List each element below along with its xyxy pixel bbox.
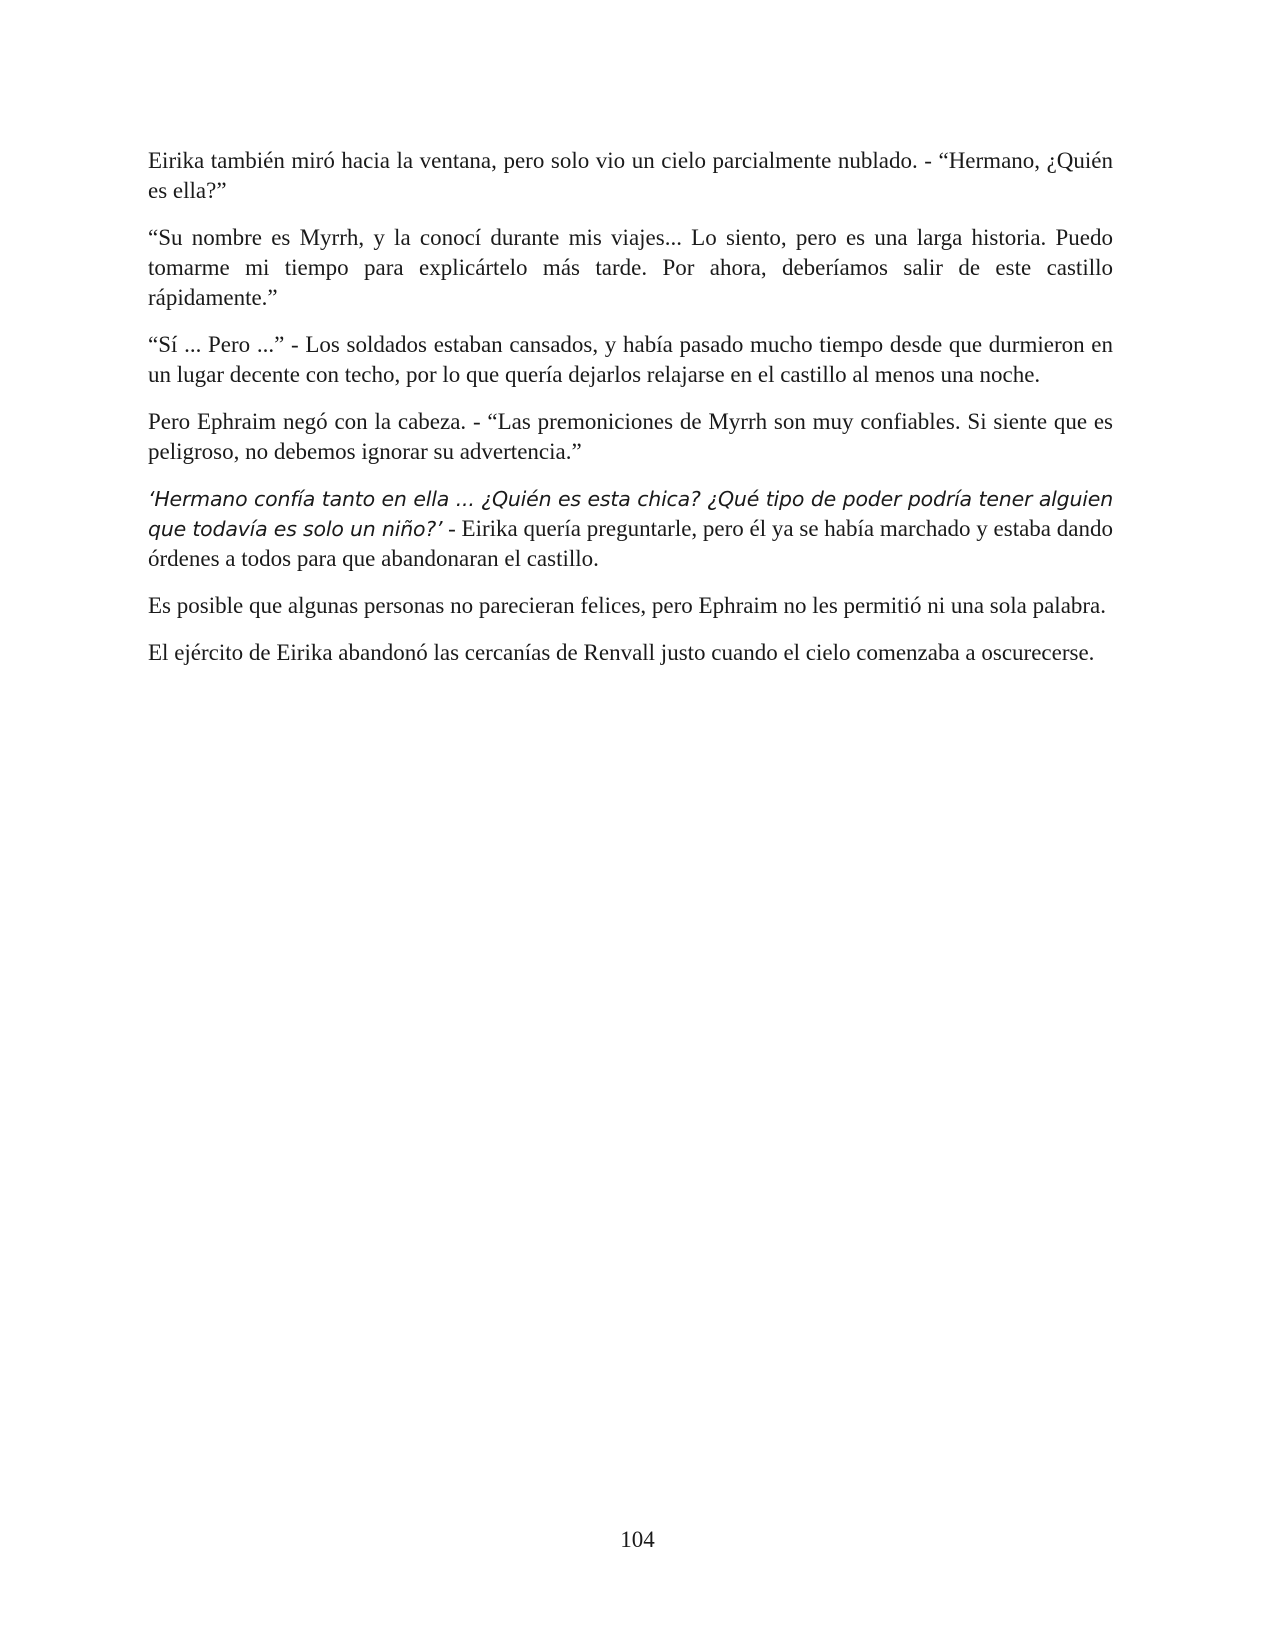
paragraph [148, 484, 1113, 574]
paragraph: Es posible que algunas personas no parecieran felices, pero Ephraim no les permitió ni una sola palabra. [148, 593, 1107, 618]
paragraph: El ejército de Eirika abandonó las cercanías de Renvall justo cuando el cielo comenzaba a oscurecerse. [148, 640, 1095, 665]
paragraph: “Su nombre es Myrrh, y la conocí durante mis viajes... Lo siento, pero es una larga historia. Puedo tomarme mi tiempo para explicártelo más tarde. Por ahora, deberíamos salir de este castillo rápidamente.” [148, 225, 1113, 310]
paragraph: “Sí ... Pero ...” - Los soldados estaban cansados, y había pasado mucho tiempo desde que durmieron en un lugar decente con techo, por lo que quería dejarlos relajarse en el castillo al menos una noche. [148, 332, 1113, 387]
inner-thought-text: ‘Hermano confía tanto en ella ... ¿Quién es esta chica? ¿Qué tipo de poder podría tener alguien que todavía es solo un niño?’ [148, 487, 1113, 541]
page-number: 104 [620, 1527, 655, 1552]
paragraph: Pero Ephraim negó con la cabeza. - “Las premoniciones de Myrrh son muy confiables. Si siente que es peligroso, no debemos ignorar su advertencia.” [148, 409, 1113, 464]
paragraph-text: - Eirika quería preguntarle, pero él ya se había marchado y estaba dando órdenes a todos para que abandonaran el castillo. [148, 516, 1113, 571]
paragraph: Eirika también miró hacia la ventana, pero solo vio un cielo parcialmente nublado. - “Hermano, ¿Quién es ella?” [148, 148, 1113, 203]
page-body [148, 146, 1113, 685]
